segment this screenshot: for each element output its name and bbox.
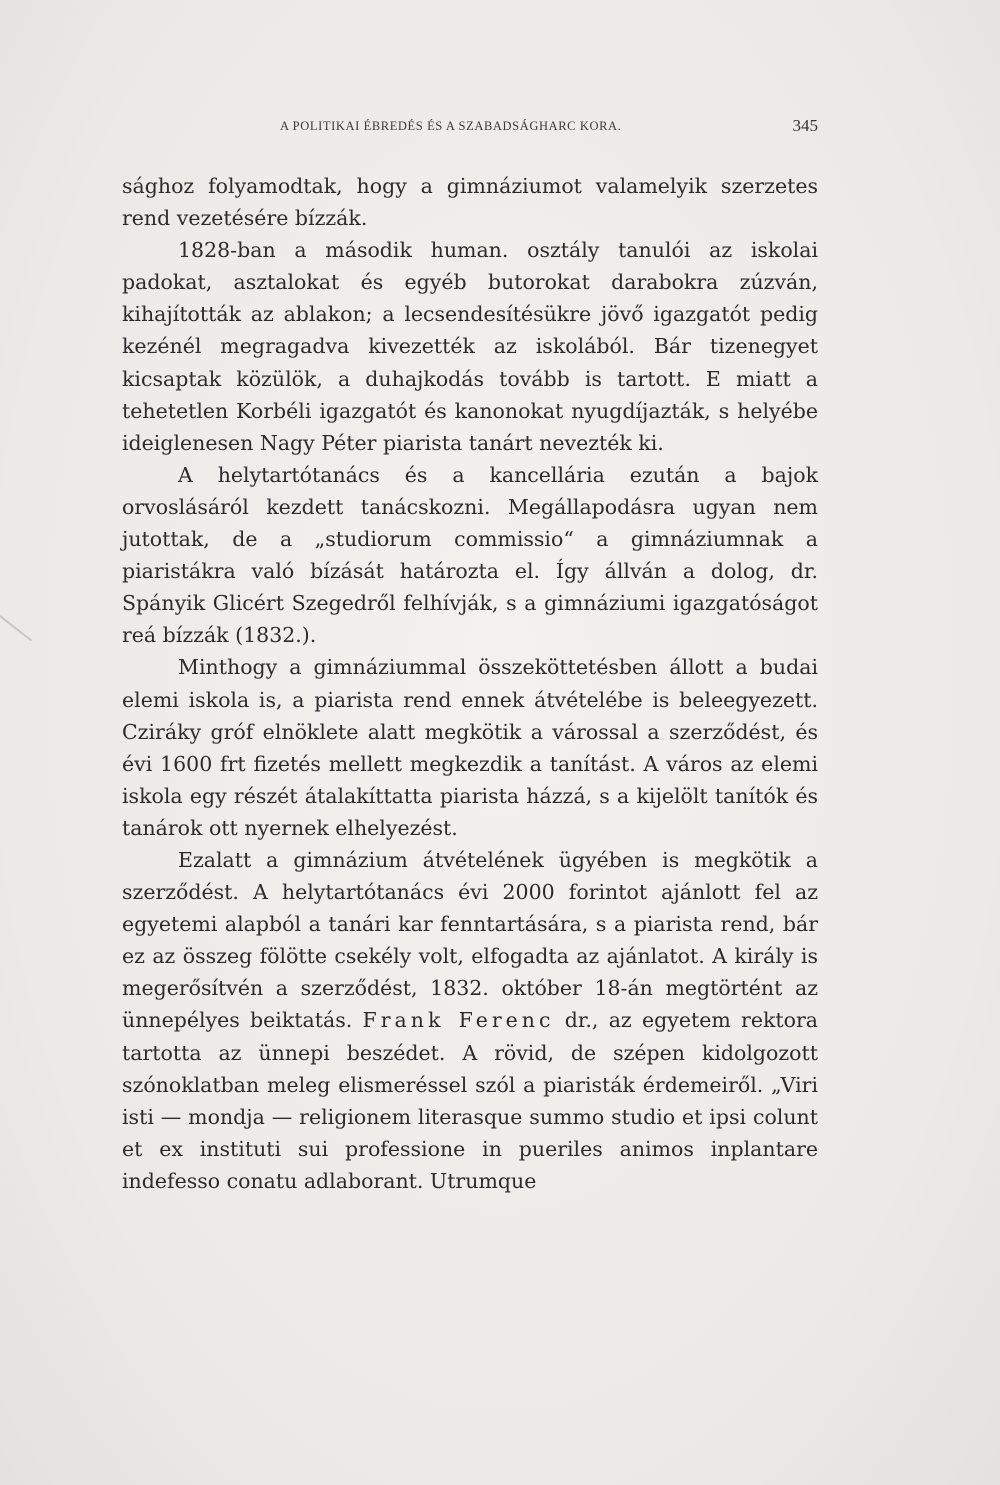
paragraph-5-text-after: dr., az egyetem rektora tartotta az ünnepi beszédet. A rövid, de szépen kidolgozott szónoklatban meleg elismeréssel szól a piaristák érdemeiről. „Viri isti — mondja — religionem literasque summo studio et ipsi colunt et ex instituti sui professione in pueriles animos inplantare indefesso conatu adlaborant. Utrumque [122, 1008, 818, 1193]
paragraph-3: A helytartótanács és a kancellária ezután a bajok orvoslásáról kezdett tanácskozni. Megállapodásra ugyan nem jutottak, de a „studiorum commissio“ a gimnáziumnak a piaristákra való bízását határozta el. Így állván a dolog, dr. Spányik Glicért Szegedről felhívják, s a gimnáziumi igazgatóságot reá bízzák (1832.). [122, 462, 818, 648]
paragraph-1: sághoz folyamodtak, hogy a gimnáziumot valamelyik szerzetes rend vezetésére bízzák. [122, 174, 818, 231]
page-number: 345 [792, 116, 818, 135]
person-name-frank-ferenc: Frank Ferenc [362, 1008, 555, 1033]
margin-pencil-mark [0, 615, 32, 641]
paragraph-4: Minthogy a gimnáziummal összeköttetésben állott a budai elemi iskola is, a piarista rend ennek átvételébe is beleegyezett. Cziráky gróf elnöklete alatt megkötik a várossal a szerződést, és évi 1600 frt fizetés mellett megkezdik a tanítást. A város az elemi iskola egy részét átalakíttatta piarista házzá, s a kijelölt tanítók és tanárok ott nyernek elhelyezést. [122, 655, 818, 840]
paragraph-5-text-before: Ezalatt a gimnázium átvételének ügyében is megkötik a szerződést. A helytartótanács évi 2000 forintot ajánlott fel az egyetemi alapból a tanári kar fenntartására, s a piarista rend, bár ez az összeg fölötte csekély volt, elfogadta az ajánlatot. A király is megerősítvén a szerződést, 1832. október 18-án megtörtént az ünnepélyes beiktatás. [122, 847, 818, 1033]
running-title: A POLITIKAI ÉBREDÉS ÉS A SZABADSÁGHARC KORA. [280, 119, 622, 133]
paragraph-2: 1828-ban a második human. osztály tanulói az iskolai padokat, asztalokat és egyéb butorokat darabokra zúzván, kihajították az ablakon; a lecsendesítésükre jövő igazgatót pedig kezénél megragadva kivezették az iskolából. Bár tizenegyet kicsaptak közülök, a duhajkodás tovább is tartott. E miatt a tehetetlen Korbéli igazgatót és kanonokat nyugdíjazták, s helyébe ideiglenesen Nagy Péter piarista tanárt nevezték ki. [122, 238, 818, 455]
page-header [122, 114, 818, 138]
body-text [122, 170, 818, 1197]
paragraph-5 [122, 844, 818, 1197]
